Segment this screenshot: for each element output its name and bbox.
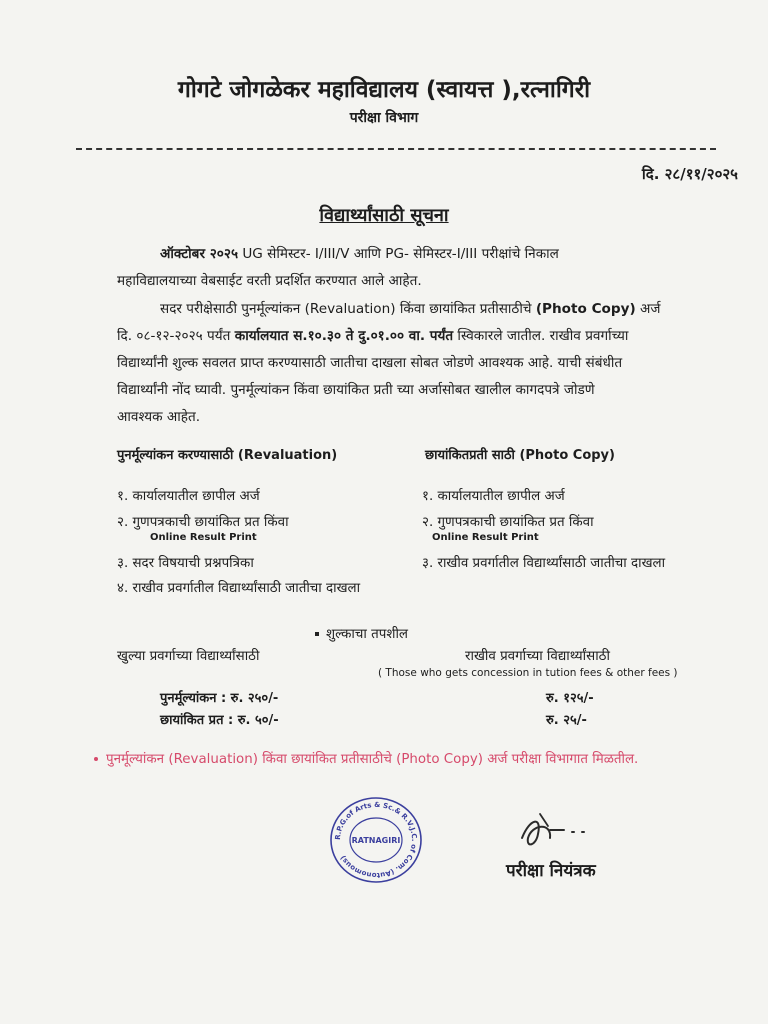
open-category-label: खुल्या प्रवर्गाच्या विद्यार्थ्यांसाठी (117, 649, 260, 664)
fee-revaluation-reserved: रु. १२५/- (546, 691, 594, 706)
seal-icon (328, 795, 424, 885)
seal-center-text: RATNAGIRI (351, 836, 401, 845)
revaluation-item-1: १. कार्यालयातील छापील अर्ज (117, 489, 260, 504)
photocopy-online-note: Online Result Print (432, 532, 539, 543)
pink-bullet-icon (94, 757, 98, 761)
fee-revaluation-open: पुनर्मूल्यांकन : रु. २५०/- (160, 691, 279, 706)
seal-ring-text: R.P.G.of Arts & Sc.& R.V.J.C. of Com. (Autonomous) (333, 800, 419, 880)
para2-text-a: सदर परीक्षेसाठी पुनर्मूल्यांकन (Revaluation) किंवा छायांकित प्रतीसाठीचे (160, 301, 536, 317)
college-seal (328, 795, 424, 885)
revaluation-online-note: Online Result Print (150, 532, 257, 543)
para1-line2: महाविद्यालयाच्या वेबसाईट वरती प्रदर्शित करण्यात आले आहेत. (117, 273, 422, 289)
fees-heading-text: शुल्काचा तपशील (326, 627, 409, 642)
notice-date: दि. २८/११/२०२५ (641, 165, 738, 183)
bullet-icon (315, 632, 319, 636)
availability-note (94, 749, 638, 767)
revaluation-item-3: ३. सदर विषयाची प्रश्नपत्रिका (117, 556, 254, 571)
exam-controller-title: परीक्षा नियंत्रक (506, 861, 596, 881)
para2-time-bold: कार्यालयात स.१०.३० ते दु.०१.०० वा. पर्यंत (234, 328, 454, 344)
photocopy-item-3: ३. राखीव प्रवर्गातील विद्यार्थ्यांसाठी जातीचा दाखला (422, 556, 666, 571)
para2-accept-text: स्विकारले जातील. राखीव प्रवर्गाच्या (453, 328, 629, 344)
para1-line1 (160, 243, 559, 262)
para2-line1 (160, 298, 661, 317)
para2-line2 (117, 325, 628, 344)
notice-title: विद्यार्थ्यांसाठी सूचना (319, 205, 449, 226)
revaluation-item-2: २. गुणपत्रकाची छायांकित प्रत किंवा (117, 515, 289, 530)
para2-line3: विद्यार्थ्यांनी शुल्क सवलत प्राप्त करण्यासाठी जातीचा दाखला सोबत जोडणे आवश्यक आहे. याची संबंधीत (117, 355, 623, 371)
photocopy-item-1: १. कार्यालयातील छापील अर्ज (422, 489, 565, 504)
signature-icon (512, 808, 600, 856)
revaluation-item-4: ४. राखीव प्रवर्गातील विद्यार्थ्यांसाठी जातीचा दाखला (117, 581, 361, 596)
concession-note: ( Those who gets concession in tution fees & other fees ) (378, 667, 678, 679)
para2-line4: विद्यार्थ्यांनी नोंद घ्यावी. पुनर्मूल्यांकन किंवा छायांकित प्रती च्या अर्जासोबत खालील कागदपत्रे जोडणे (117, 382, 595, 398)
fee-photocopy-reserved: रु. २५/- (546, 713, 587, 728)
para2-date-text: दि. ०८-१२-२०२५ पर्यंत (117, 328, 235, 344)
fee-photocopy-open: छायांकित प्रत : रु. ५०/- (160, 713, 279, 728)
signature (512, 808, 600, 856)
photocopy-item-2: २. गुणपत्रकाची छायांकित प्रत किंवा (422, 515, 594, 530)
photocopy-heading: छायांकितप्रती साठी (Photo Copy) (425, 448, 615, 463)
para1-bold: ऑक्टोबर २०२५ (160, 246, 239, 262)
para2-bold-a: (Photo Copy) (535, 301, 636, 317)
para1-text: UG सेमिस्टर- I/III/V आणि PG- सेमिस्टर-I/III परीक्षांचे निकाल (238, 246, 559, 262)
department-name: परीक्षा विभाग (349, 110, 419, 126)
dashed-divider (76, 148, 716, 150)
para2-text-b: अर्ज (635, 301, 661, 317)
fees-heading (315, 624, 408, 642)
para2-line5: आवश्यक आहेत. (117, 409, 201, 425)
availability-note-text: पुनर्मूल्यांकन (Revaluation) किंवा छायांकित प्रतीसाठीचे (Photo Copy) अर्ज परीक्षा विभागात मिळतील. (106, 752, 639, 767)
college-name: गोगटे जोगळेकर महाविद्यालय (स्वायत्त ),रत्नागिरी (177, 77, 591, 103)
revaluation-heading: पुनर्मूल्यांकन करण्यासाठी (Revaluation) (117, 448, 338, 463)
reserved-category-label: राखीव प्रवर्गाच्या विद्यार्थ्यांसाठी (465, 649, 610, 664)
